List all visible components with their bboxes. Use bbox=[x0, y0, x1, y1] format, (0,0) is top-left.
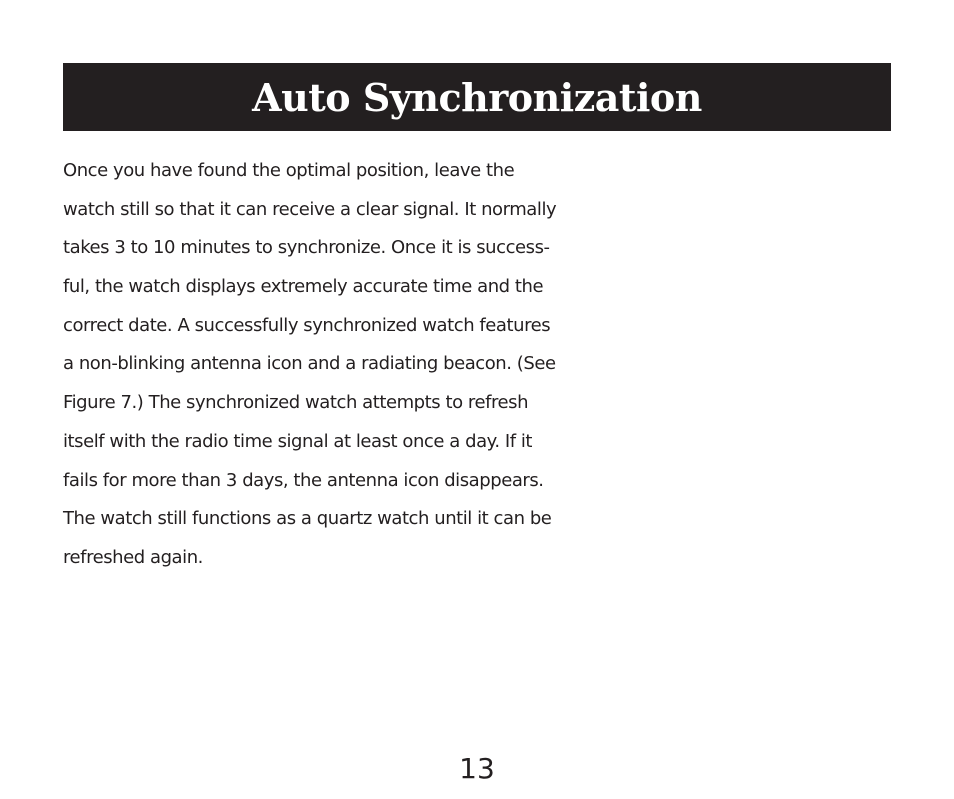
paragraph-line: fails for more than 3 days, the antenna icon disappears. bbox=[63, 469, 544, 491]
page-number: 13 bbox=[459, 752, 495, 785]
section-title: Auto Synchronization bbox=[252, 74, 702, 120]
section-title-bar bbox=[63, 63, 891, 131]
paragraph-line: watch still so that it can receive a clear signal. It normally bbox=[63, 198, 557, 220]
paragraph-line: ful, the watch displays extremely accurate time and the bbox=[63, 276, 544, 298]
paragraph-line: Figure 7.) The synchronized watch attempts to refresh bbox=[63, 392, 529, 414]
paragraph-line: The watch still functions as a quartz watch until it can be bbox=[63, 508, 552, 530]
paragraph-line: takes 3 to 10 minutes to synchronize. Once it is success- bbox=[63, 237, 550, 259]
body-paragraph bbox=[63, 152, 903, 578]
paragraph-line: a non-blinking antenna icon and a radiating beacon. (See bbox=[63, 353, 556, 375]
paragraph-line: refreshed again. bbox=[63, 546, 203, 568]
paragraph-line: correct date. A successfully synchronized watch features bbox=[63, 314, 551, 336]
paragraph-line: itself with the radio time signal at least once a day. If it bbox=[63, 430, 533, 452]
paragraph-line: Once you have found the optimal position, leave the bbox=[63, 160, 515, 181]
